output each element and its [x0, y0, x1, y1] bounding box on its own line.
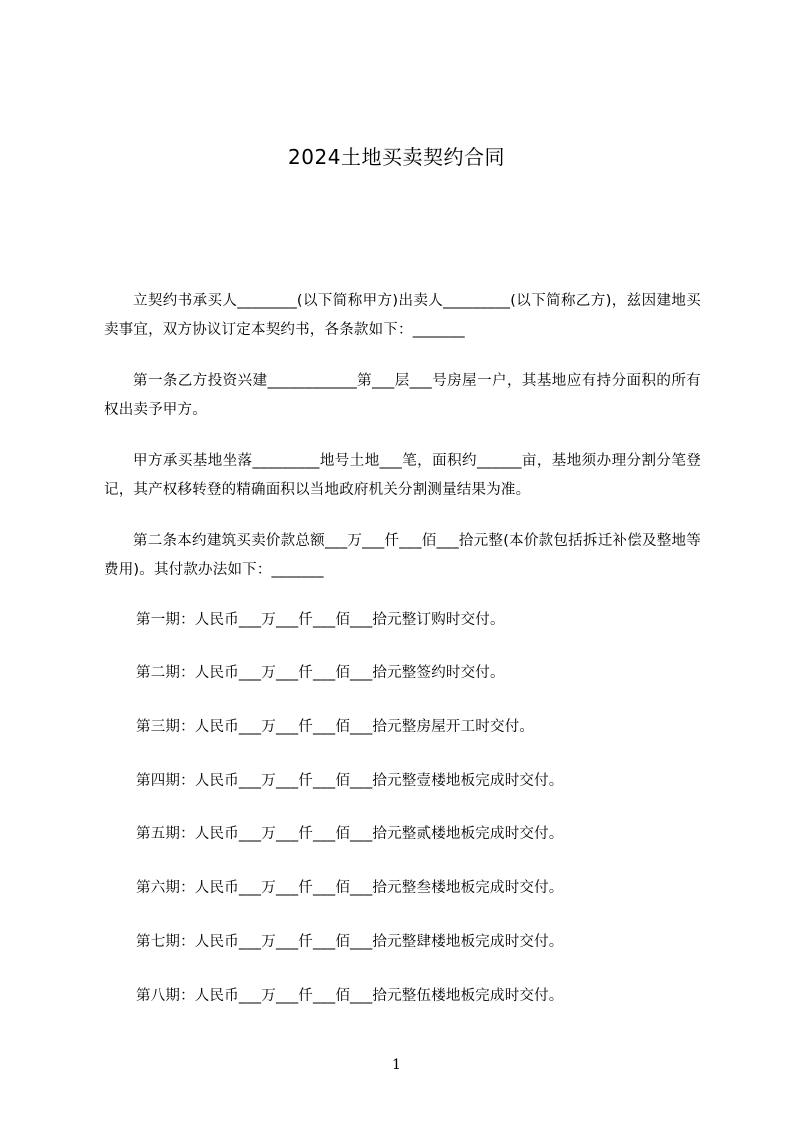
paragraph-land-location: 甲方承买基地坐落_________地号土地___笔，面积约______亩，基地须办理分割分笔登记，其产权移转登的精确面积以当地政府机关分割测量结果为准。 — [104, 453, 701, 498]
page-number: 1 — [392, 1057, 401, 1073]
installment-8: 第八期：人民币___万___仟___佰___拾元整伍楼地板完成时交付。 — [136, 988, 564, 1004]
paragraph-preamble: 立契约书承买人________(以下简称甲方)出卖人_________(以下简称乙方)，兹因建地买卖事宜，双方协议订定本契约书，各条款如下：_______ — [104, 293, 701, 338]
installment-7: 第七期：人民币___万___仟___佰___拾元整肆楼地板完成时交付。 — [136, 934, 564, 950]
installment-6: 第六期：人民币___万___仟___佰___拾元整叁楼地板完成时交付。 — [136, 880, 564, 896]
installment-1: 第一期：人民币___万___仟___佰___拾元整订购时交付。 — [136, 612, 505, 628]
installment-5: 第五期：人民币___万___仟___佰___拾元整贰楼地板完成时交付。 — [136, 826, 564, 842]
paragraph-article-1: 第一条乙方投资兴建____________第___层___号房屋一户，其基地应有持分面积的所有权出卖予甲方。 — [104, 373, 701, 418]
page-title: 2024土地买卖契约合同 — [288, 145, 505, 169]
paragraph-article-2: 第二条本约建筑买卖价款总额___万___仟___佰___拾元整(本价款包括拆迁补偿及整地等费用)。其付款办法如下：_______ — [104, 533, 701, 578]
installment-2: 第二期：人民币___万___仟___佰___拾元整签约时交付。 — [136, 665, 505, 681]
installment-3: 第三期：人民币___万___仟___佰___拾元整房屋开工时交付。 — [136, 719, 535, 735]
installment-4: 第四期：人民币___万___仟___佰___拾元整壹楼地板完成时交付。 — [136, 773, 564, 789]
